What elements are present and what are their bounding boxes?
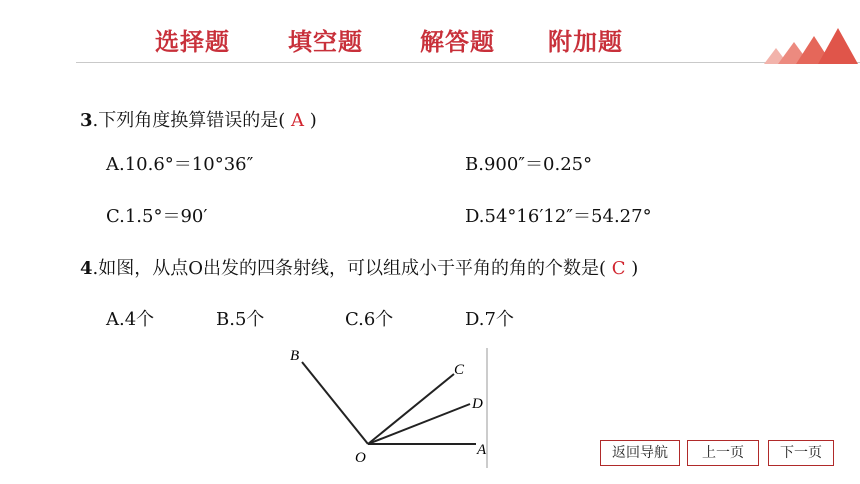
ray-ob: [302, 362, 368, 444]
q4-option-d: D.7个: [465, 309, 514, 330]
q3-option-a: A.10.6°＝10°36″: [106, 154, 254, 175]
back-to-nav-button[interactable]: 返回导航: [600, 440, 680, 466]
q3-option-b: B.900″＝0.25°: [465, 154, 593, 175]
header-divider: [76, 62, 860, 63]
prev-page-button[interactable]: 上一页: [687, 440, 759, 466]
q3-option-c: C.1.5°＝90′: [106, 206, 208, 227]
answer: A: [291, 110, 304, 131]
answer: C: [611, 258, 626, 279]
next-page-button[interactable]: 下一页: [768, 440, 834, 466]
q4-option-a: A.4个: [106, 309, 155, 330]
header-tabs: [0, 22, 860, 56]
label-b: B: [290, 348, 300, 364]
label-o: O: [355, 450, 366, 466]
question-close: ): [625, 258, 639, 279]
tab-fill-blank[interactable]: 填空题: [288, 28, 363, 56]
ray-oc: [368, 374, 454, 444]
question-4: [80, 254, 638, 280]
tab-extra[interactable]: 附加题: [548, 28, 623, 56]
label-c: C: [454, 362, 465, 378]
question-number: 4: [80, 258, 93, 279]
q3-option-d: D.54°16′12″＝54.27°: [465, 206, 652, 227]
question-text: .如图，从点O出发的四条射线，可以组成小于平角的角的个数是(: [92, 258, 612, 279]
label-d: D: [472, 396, 483, 412]
question-number: 3: [80, 110, 93, 131]
decorative-triangles-icon: [760, 22, 860, 64]
tab-solution[interactable]: 解答题: [420, 28, 495, 56]
label-a: A: [477, 442, 487, 458]
q4-option-c: C.6个: [345, 309, 394, 330]
tab-multiple-choice[interactable]: 选择题: [155, 28, 230, 56]
question-text: .下列角度换算错误的是(: [92, 110, 291, 131]
question-3: [80, 106, 317, 132]
ray-od: [368, 404, 470, 444]
question-close: ): [304, 110, 317, 131]
q4-option-b: B.5个: [216, 309, 265, 330]
rays-figure: [282, 340, 492, 470]
